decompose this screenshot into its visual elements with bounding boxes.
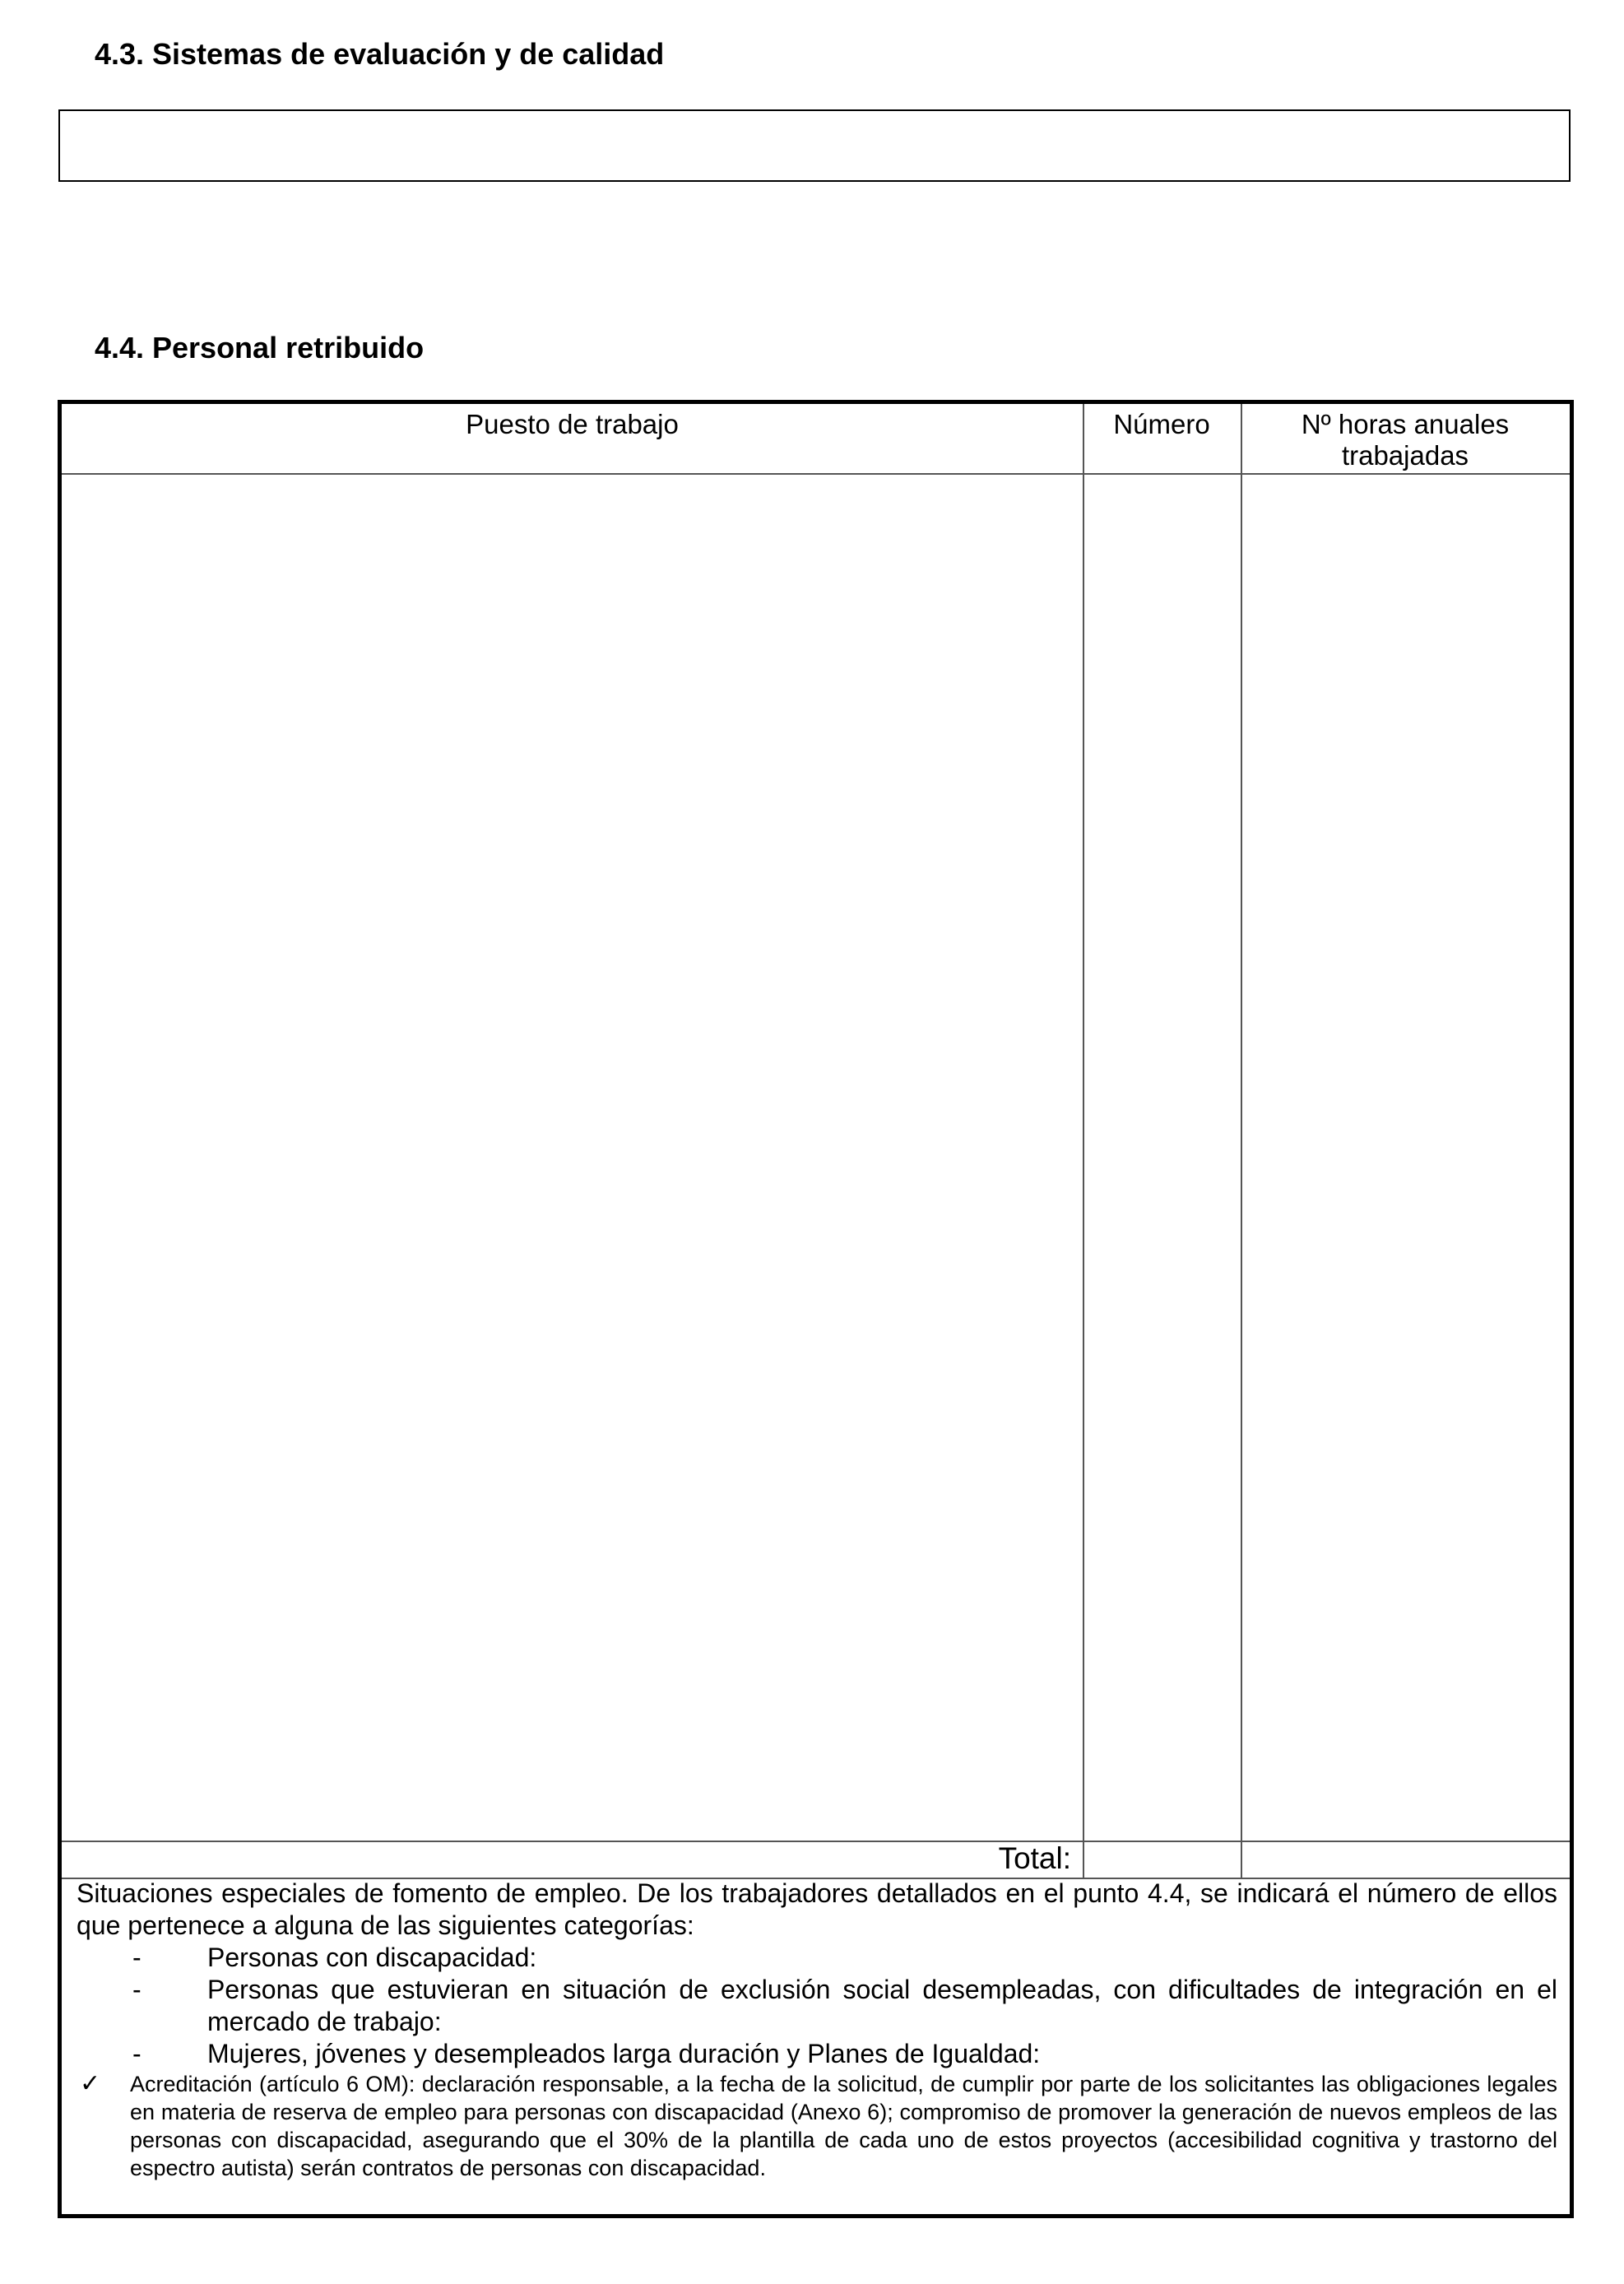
- category-label: Personas con discapacidad:: [207, 1943, 537, 1972]
- accreditation-text: Acreditación (artículo 6 OM): declaración responsable, a la fecha de la solicitud, de cumplir por parte de los solicitantes las obligaciones legales en materia de reserva de empleo para personas con discapacidad (Anexo 6); compromiso de promover la generación de nuevos empleos de las personas con discapacidad, asegurando que el 30% de la plantilla de cada uno de estos proyectos (accesibilidad cognitiva y trastorno del espectro autista) serán contratos de personas con discapacidad.: [130, 2072, 1557, 2180]
- numero-input-cell[interactable]: [1084, 475, 1241, 1841]
- category-item: [77, 2038, 1557, 2070]
- category-item: [77, 1974, 1557, 2038]
- special-situations-intro: Situaciones especiales de fomento de empleo. De los trabajadores detallados en el punto 4.4, se indicará el número de ellos que pertenece a alguna de las siguientes categorías:: [77, 1878, 1557, 1940]
- horas-input-cell[interactable]: [1242, 475, 1570, 1841]
- total-label: Total:: [998, 1841, 1071, 1875]
- check-mark-icon: ✓: [80, 2070, 101, 2097]
- section-title: Sistemas de evaluación y de calidad: [152, 37, 665, 71]
- bullet-dash: -: [132, 1975, 142, 2004]
- section-4-4-heading: [95, 331, 424, 365]
- header-puesto-de-trabajo: Puesto de trabajo: [466, 409, 679, 439]
- evaluation-quality-input-box[interactable]: [58, 109, 1571, 182]
- category-item: [77, 1942, 1557, 1974]
- accreditation-note: [77, 2070, 1557, 2182]
- header-horas-anuales: Nº horas anuales trabajadas: [1301, 409, 1510, 471]
- total-numero-input[interactable]: [1084, 1842, 1241, 1878]
- paid-staff-table: [58, 400, 1574, 2218]
- section-number: 4.4.: [95, 331, 145, 364]
- special-situations: [77, 1878, 1557, 2070]
- bullet-dash: -: [132, 1943, 142, 1972]
- header-numero: Número: [1113, 409, 1210, 439]
- total-horas-input[interactable]: [1242, 1842, 1570, 1878]
- bullet-dash: -: [132, 2039, 142, 2068]
- section-title: Personal retribuido: [152, 331, 425, 364]
- category-label: Mujeres, jóvenes y desempleados larga duración y Planes de Igualdad:: [207, 2039, 1041, 2068]
- puesto-input-cell[interactable]: [62, 475, 1083, 1841]
- section-4-3-heading: [95, 37, 664, 72]
- section-number: 4.3.: [95, 37, 145, 71]
- category-label: Personas que estuvieran en situación de exclusión social desempleadas, con dificultades de integración en el mercado de trabajo:: [207, 1975, 1557, 2036]
